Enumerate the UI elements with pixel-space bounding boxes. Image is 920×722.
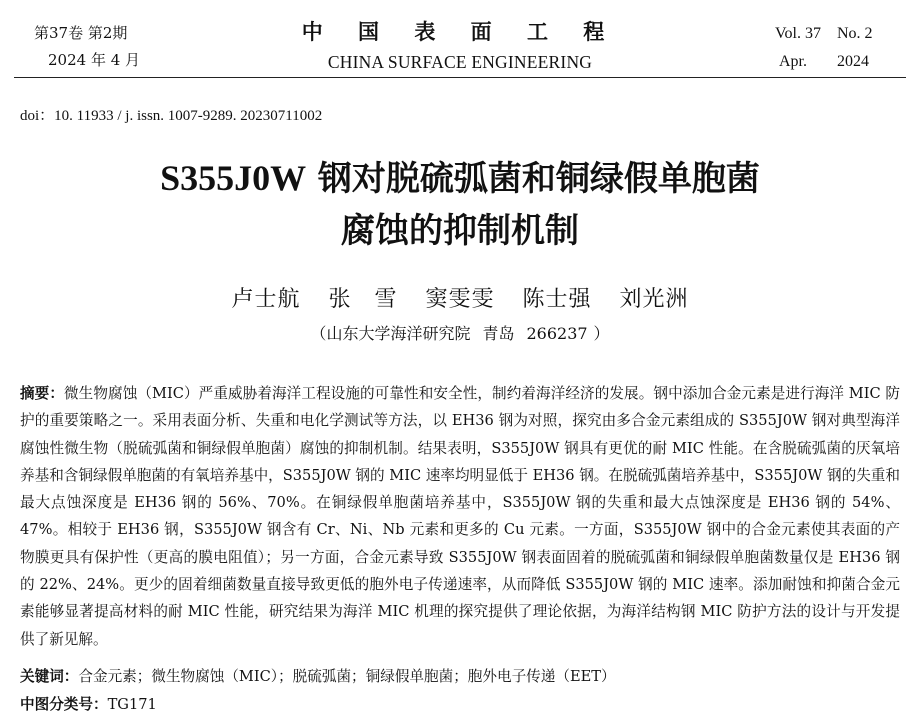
header-issue-info-en [775, 20, 873, 76]
abstract-text: 微生物腐蚀（MIC）严重威胁着海洋工程设施的可靠性和安全性，制约着海洋经济的发展。钢中添加合金元素是进行海洋 MIC 防护的重要策略之一。采用表面分析、失重和电化学测试等方法，以 EH36 钢为对照，探究由多合金元素组成的 S355J0W 钢对典型海洋腐蚀性微生物（脱硫弧菌和铜绿假单胞菌）腐蚀的抑制机制。结果表明，S355J0W 钢具有更优的耐 MIC 性能。在含脱硫弧菌的厌氧培养基和含铜绿假单胞菌的有氧培养基中，S355J0W 钢的 MIC 速率均明显低于 EH36 钢。在脱硫弧菌培养基中，S355J0W 钢的失重和最大点蚀深度是 EH36 钢的 56%、70%。在铜绿假单胞菌培养基中，S355J0W 钢的失重和最大点蚀深度是 EH36 钢的 54%、47%。相较于 EH36 钢，S355J0W 钢含有 Cr、Ni、Nb 元素和更多的 Cu 元素。一方面，S355J0W 钢中的合金元素使其表面的产物膜更具有保护性（更高的膜电阻值）；另一方面，合金元素导致 S355J0W 钢表面固着的脱硫弧菌和铜绿假单胞菌数量仅是 EH36 钢的 22%、24%。更少的固着细菌数量直接导致更低的胞外电子传递速率，从而降低 S355J0W 钢的 MIC 速率。添加耐蚀和抑菌合金元素能够显著提高材料的耐 MIC 性能，研究结果为海洋 MIC 机理的探究提供了理论依据，为海洋结构钢 MIC 防护方法的设计与开发提供了新见解。 [20, 385, 900, 648]
affiliation-close-paren: ） [593, 324, 610, 343]
author-list [0, 285, 920, 315]
title-line-1 [0, 152, 920, 205]
abstract-label: 摘要： [20, 385, 65, 402]
keywords-line [20, 664, 900, 690]
volume-en: Vol. 37 [775, 25, 821, 42]
title-steel-grade: S355J0W [160, 158, 307, 198]
keywords-text: 合金元素；微生物腐蚀（MIC）；脱硫弧菌；铜绿假单胞菌；胞外电子传递（EET） [78, 668, 616, 685]
classification-line [20, 692, 900, 718]
journal-name-cn: 中 国 表 面 工 程 [301, 20, 619, 44]
title-line-2: 腐蚀的抑制机制 [341, 211, 579, 251]
classification-label: 中图分类号： [20, 696, 108, 713]
header-issue-info [34, 20, 140, 74]
classification-code: TG171 [107, 696, 157, 713]
journal-name-en: CHINA SURFACE ENGINEERING [327, 52, 593, 72]
author: 张 雪 [328, 287, 398, 312]
affiliation-open-paren: （ [310, 324, 327, 343]
author: 卢士航 [231, 287, 301, 312]
month-en: Apr. [779, 53, 807, 70]
header-rule [14, 77, 906, 78]
issue-no-en: No. 2 [837, 25, 873, 42]
volume-issue-cn: 第37卷 第2期 [34, 24, 128, 42]
affiliation-institute: 山东大学海洋研究院 [326, 324, 471, 343]
author: 刘光洲 [619, 287, 689, 312]
title-line-1-rest: 钢对脱硫弧菌和铜绿假单胞菌 [306, 159, 760, 199]
affiliation-city: 青岛 [482, 324, 515, 343]
doi-line[interactable]: doi：10. 11933 / j. issn. 1007-9289. 20230711002 [20, 108, 323, 124]
author: 窦雯雯 [425, 287, 495, 312]
author: 陈士强 [522, 287, 592, 312]
keywords-label: 关键词： [20, 668, 79, 685]
affiliation-postcode: 266237 [526, 324, 588, 343]
journal-masthead [300, 18, 620, 74]
date-cn: 2024 年 4 月 [48, 51, 141, 69]
paper-title [0, 152, 920, 257]
year-en: 2024 [837, 53, 869, 70]
abstract-block [20, 380, 900, 653]
affiliation [0, 322, 920, 346]
